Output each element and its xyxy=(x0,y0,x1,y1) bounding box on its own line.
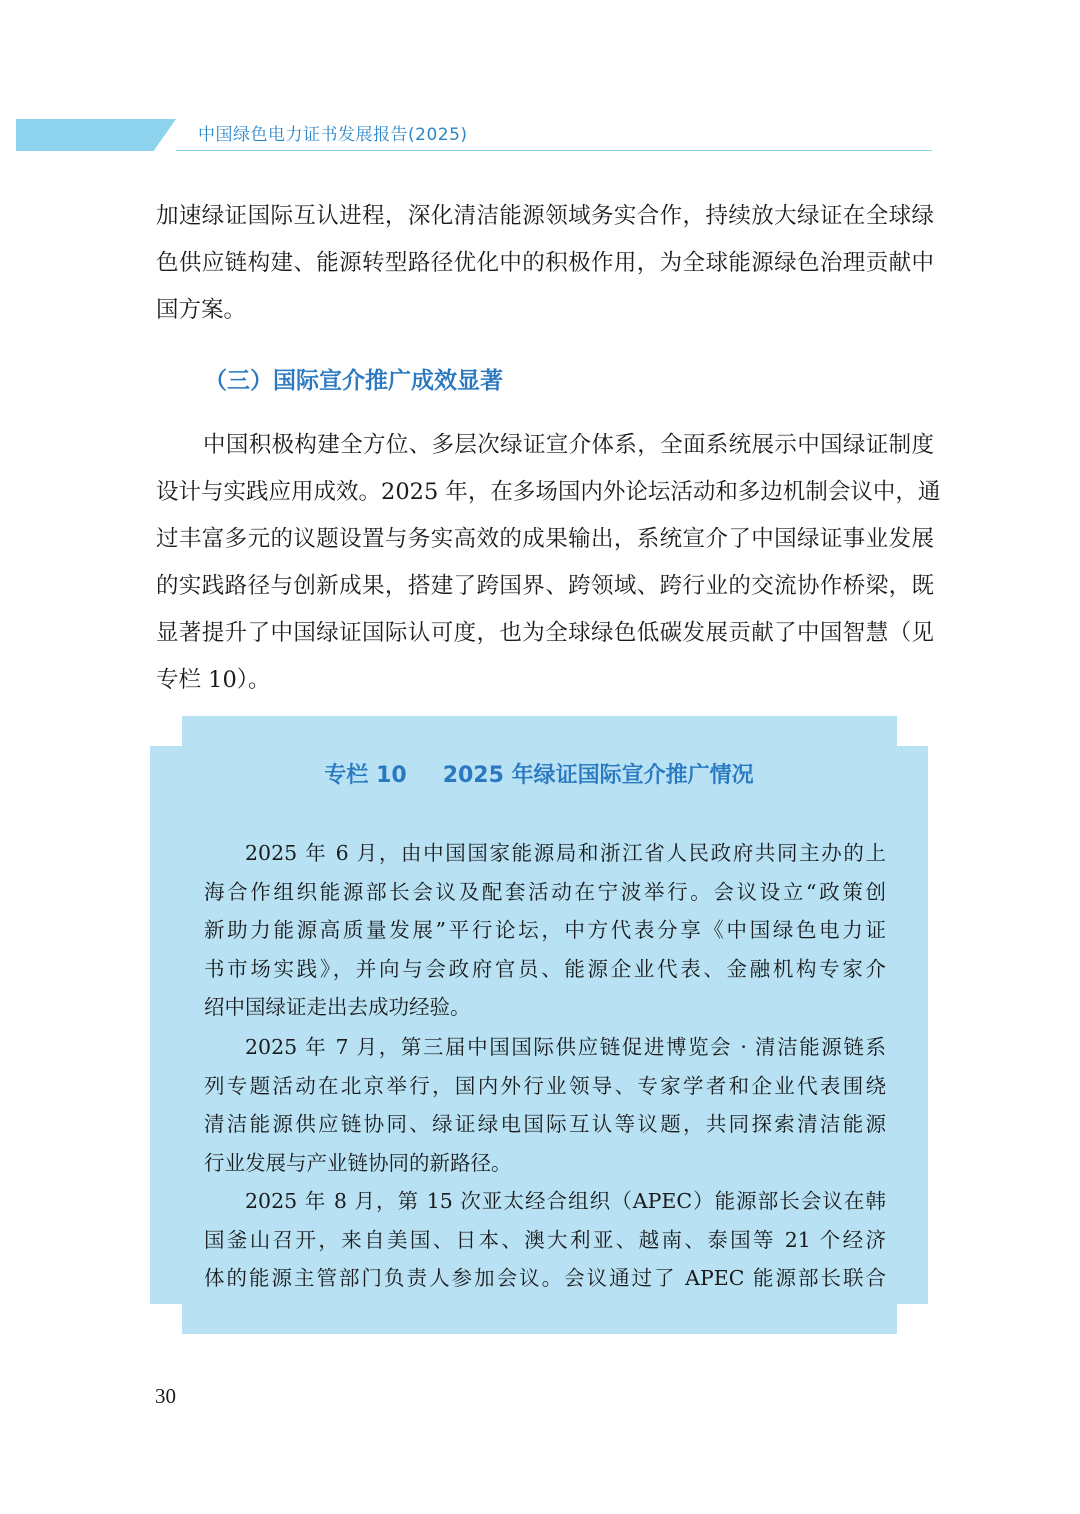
sidebar-line: 清洁能源供应链协同、绿证绿电国际互认等议题，共同探索清洁能源 xyxy=(204,1112,886,1136)
sidebar-line: 列专题活动在北京举行，国内外行业领导、专家学者和企业代表围绕 xyxy=(204,1073,886,1098)
header-rule xyxy=(176,150,932,151)
paragraph-line: 的实践路径与创新成果，搭建了跨国界、跨领域、跨行业的交流协作桥梁，既 xyxy=(156,573,934,599)
page-number: 30 xyxy=(155,1384,176,1408)
sidebar-box-heading: 2025 年绿证国际宣介推广情况 xyxy=(442,763,754,788)
sidebar-paragraph-july xyxy=(204,1028,886,1182)
paragraph-line: 色供应链构建、能源转型路径优化中的积极作用，为全球能源绿色治理贡献中 xyxy=(156,250,934,276)
sidebar-box-label: 专栏 10 xyxy=(324,763,407,788)
header-accent-band xyxy=(16,119,176,151)
sidebar-box-title xyxy=(150,758,928,789)
paragraph-line: 过丰富多元的议题设置与务实高效的成果输出，系统宣介了中国绿证事业发展 xyxy=(156,526,934,552)
section-heading: （三）国际宣介推广成效显著 xyxy=(204,368,503,394)
paragraph-line: 显著提升了中国绿证国际认可度，也为全球绿色低碳发展贡献了中国智慧（见 xyxy=(156,620,934,646)
sidebar-line: 海合作组织能源部长会议及配套活动在宁波举行。会议设立“政策创 xyxy=(204,879,886,904)
paragraph-line: 国方案。 xyxy=(156,297,247,323)
sidebar-paragraph-august xyxy=(204,1182,886,1298)
sidebar-line: 行业发展与产业链协同的新路径。 xyxy=(204,1150,512,1175)
sidebar-line: 体的能源主管部门负责人参加会议。会议通过了 APEC 能源部长联合 xyxy=(204,1266,886,1290)
sidebar-line: 2025 年 6 月，由中国国家能源局和浙江省人民政府共同主办的上 xyxy=(245,841,886,865)
sidebar-line: 书市场实践》，并向与会政府官员、能源企业代表、金融机构专家介 xyxy=(204,956,886,981)
sidebar-line: 2025 年 7 月，第三届中国国际供应链促进博览会 · 清洁能源链系 xyxy=(245,1035,886,1059)
sidebar-line: 国釜山召开，来自美国、日本、澳大利亚、越南、泰国等 21 个经济 xyxy=(204,1227,886,1252)
sidebar-paragraph-june xyxy=(204,834,886,1027)
paragraph-line: 专栏 10）。 xyxy=(156,667,271,693)
sidebar-line: 新助力能源高质量发展”平行论坛，中方代表分享《中国绿色电力证 xyxy=(204,918,886,942)
intro-paragraph xyxy=(156,193,934,334)
section-paragraph xyxy=(156,422,941,704)
sidebar-line: 2025 年 8 月，第 15 次亚太经合组织（APEC）能源部长会议在韩 xyxy=(245,1189,886,1213)
sidebar-line: 绍中国绿证走出去成功经验。 xyxy=(204,995,471,1019)
paragraph-line: 加速绿证国际互认进程，深化清洁能源领域务实合作，持续放大绿证在全球绿 xyxy=(156,203,934,229)
paragraph-line: 中国积极构建全方位、多层次绿证宣介体系，全面系统展示中国绿证制度 xyxy=(203,432,934,458)
paragraph-line: 设计与实践应用成效。2025 年，在多场国内外论坛活动和多边机制会议中，通 xyxy=(156,479,941,505)
running-header-title: 中国绿色电力证书发展报告(2025) xyxy=(198,125,468,145)
